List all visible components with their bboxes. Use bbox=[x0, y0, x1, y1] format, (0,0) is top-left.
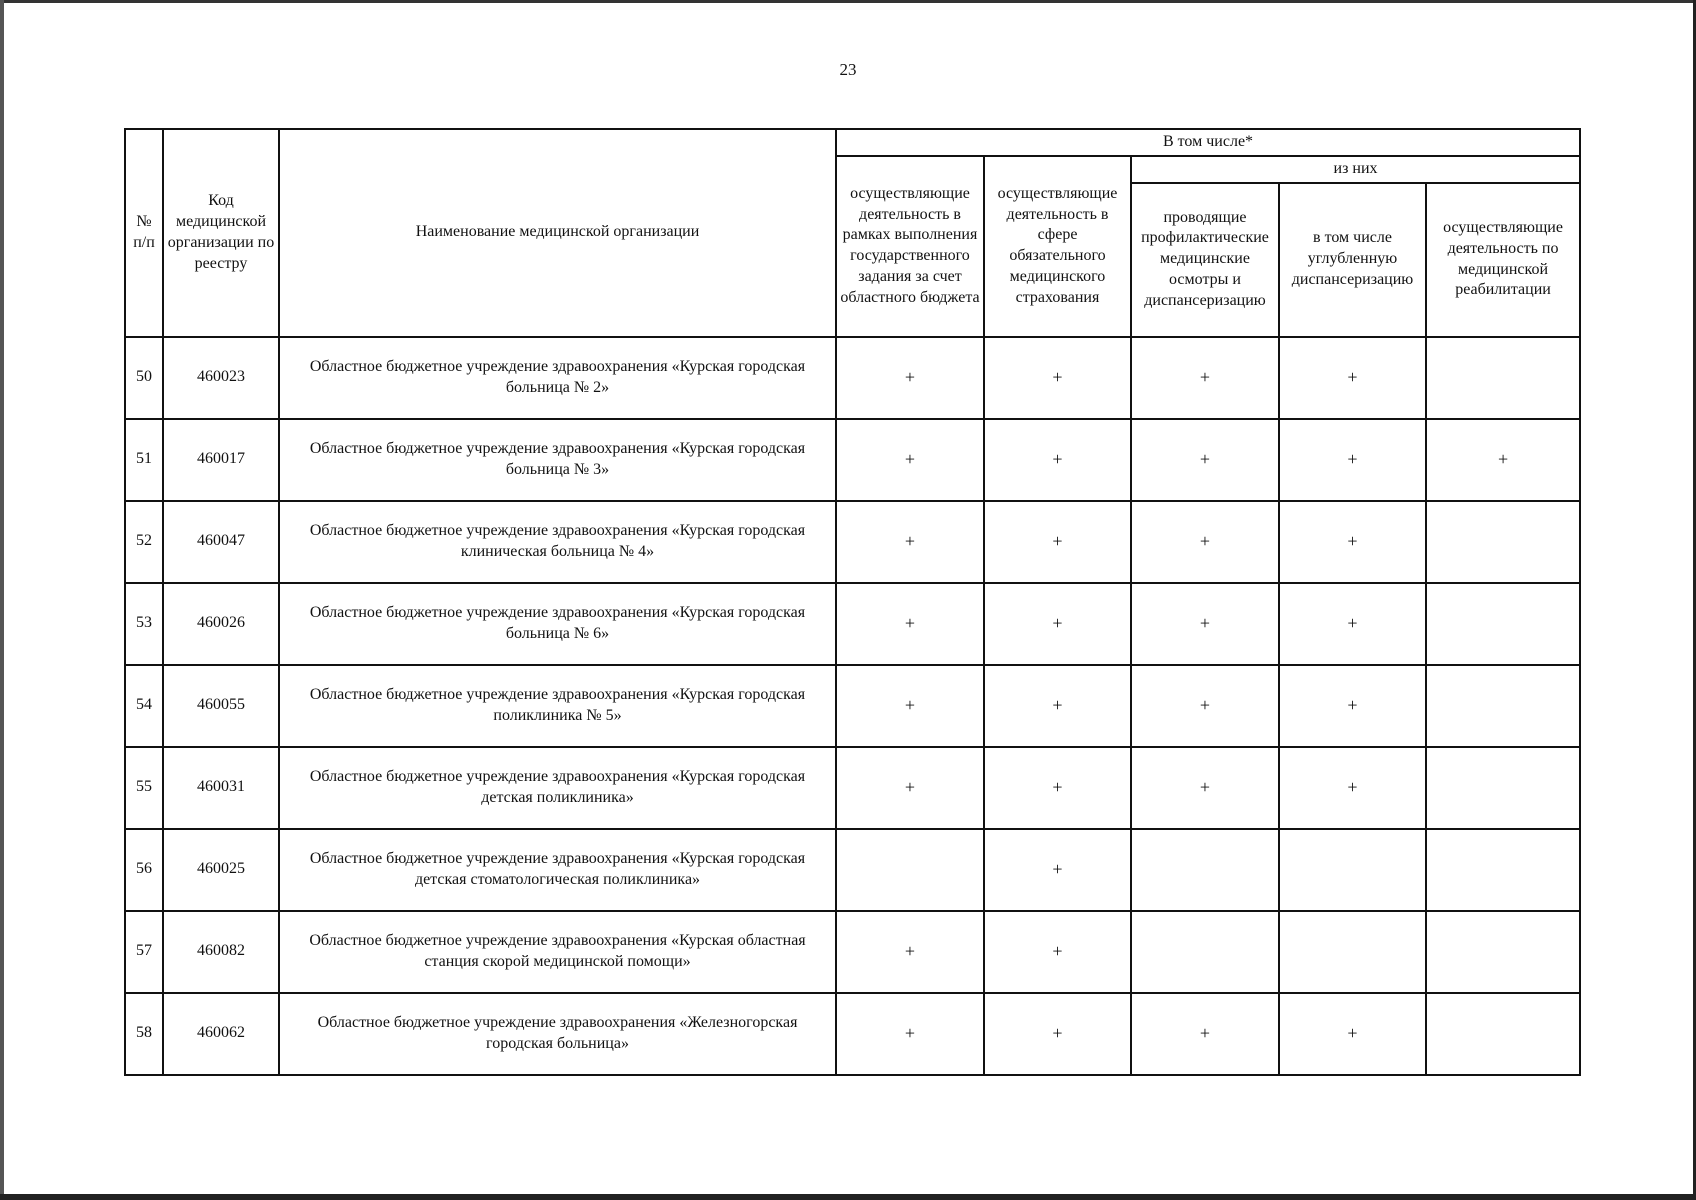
cell-rehab bbox=[1426, 911, 1580, 993]
row-num: 57 bbox=[125, 911, 163, 993]
header-name: Наименование медицинской организации bbox=[279, 129, 836, 337]
cell-rehab bbox=[1426, 829, 1580, 911]
table-row bbox=[125, 665, 1580, 747]
cell-in-depth: + bbox=[1279, 665, 1426, 747]
scan-edge-bottom bbox=[0, 1194, 1696, 1200]
row-code: 460031 bbox=[163, 747, 279, 829]
scan-edge-top bbox=[0, 0, 1696, 3]
page-number: 23 bbox=[839, 60, 857, 79]
cell-rehab bbox=[1426, 993, 1580, 1075]
header-code: Код медицинской организации по реестру bbox=[163, 129, 279, 337]
cell-state-task: + bbox=[836, 993, 984, 1075]
cell-state-task: + bbox=[836, 747, 984, 829]
cell-oms: + bbox=[984, 337, 1131, 419]
cell-preventive: + bbox=[1131, 337, 1279, 419]
row-code: 460062 bbox=[163, 993, 279, 1075]
cell-in-depth: + bbox=[1279, 993, 1426, 1075]
row-org-name: Областное бюджетное учреждение здравоохранения «Курская областная станция скорой медицинской помощи» bbox=[279, 911, 836, 993]
table-row bbox=[125, 583, 1580, 665]
row-num: 55 bbox=[125, 747, 163, 829]
scan-edge-left bbox=[0, 0, 4, 1200]
row-org-name: Областное бюджетное учреждение здравоохранения «Курская городская больница № 2» bbox=[279, 337, 836, 419]
row-org-name: Областное бюджетное учреждение здравоохранения «Железногорская городская больница» bbox=[279, 993, 836, 1075]
cell-preventive: + bbox=[1131, 419, 1279, 501]
cell-state-task: + bbox=[836, 911, 984, 993]
row-num: 56 bbox=[125, 829, 163, 911]
cell-preventive bbox=[1131, 829, 1279, 911]
table-row bbox=[125, 501, 1580, 583]
cell-oms: + bbox=[984, 747, 1131, 829]
cell-state-task: + bbox=[836, 583, 984, 665]
cell-state-task: + bbox=[836, 501, 984, 583]
table-row bbox=[125, 747, 1580, 829]
cell-preventive: + bbox=[1131, 665, 1279, 747]
row-code: 460017 bbox=[163, 419, 279, 501]
header-num: № п/п bbox=[125, 129, 163, 337]
row-org-name: Областное бюджетное учреждение здравоохранения «Курская городская поликлиника № 5» bbox=[279, 665, 836, 747]
row-org-name: Областное бюджетное учреждение здравоохранения «Курская городская детская поликлиника» bbox=[279, 747, 836, 829]
header-preventive: проводящие профилактические медицинские осмотры и диспансеризацию bbox=[1131, 183, 1279, 337]
cell-preventive: + bbox=[1131, 747, 1279, 829]
cell-rehab bbox=[1426, 583, 1580, 665]
cell-preventive: + bbox=[1131, 993, 1279, 1075]
cell-in-depth: + bbox=[1279, 583, 1426, 665]
row-code: 460023 bbox=[163, 337, 279, 419]
header-in-depth: в том числе углубленную диспансеризацию bbox=[1279, 183, 1426, 337]
cell-oms: + bbox=[984, 993, 1131, 1075]
table-row bbox=[125, 419, 1580, 501]
cell-in-depth: + bbox=[1279, 419, 1426, 501]
row-code: 460047 bbox=[163, 501, 279, 583]
header-of-them: из них bbox=[1131, 156, 1580, 183]
cell-oms: + bbox=[984, 583, 1131, 665]
cell-state-task: + bbox=[836, 419, 984, 501]
row-code: 460025 bbox=[163, 829, 279, 911]
cell-rehab bbox=[1426, 337, 1580, 419]
cell-state-task bbox=[836, 829, 984, 911]
cell-oms: + bbox=[984, 419, 1131, 501]
cell-in-depth: + bbox=[1279, 337, 1426, 419]
table-row bbox=[125, 829, 1580, 911]
table-row bbox=[125, 993, 1580, 1075]
cell-in-depth: + bbox=[1279, 747, 1426, 829]
cell-state-task: + bbox=[836, 337, 984, 419]
row-org-name: Областное бюджетное учреждение здравоохранения «Курская городская больница № 3» bbox=[279, 419, 836, 501]
cell-rehab bbox=[1426, 747, 1580, 829]
row-org-name: Областное бюджетное учреждение здравоохранения «Курская городская больница № 6» bbox=[279, 583, 836, 665]
cell-preventive bbox=[1131, 911, 1279, 993]
cell-state-task: + bbox=[836, 665, 984, 747]
row-code: 460082 bbox=[163, 911, 279, 993]
cell-preventive: + bbox=[1131, 583, 1279, 665]
row-num: 50 bbox=[125, 337, 163, 419]
registry-table bbox=[124, 128, 1581, 1076]
row-org-name: Областное бюджетное учреждение здравоохранения «Курская городская детская стоматологическая поликлиника» bbox=[279, 829, 836, 911]
table-header bbox=[125, 129, 1580, 337]
cell-oms: + bbox=[984, 911, 1131, 993]
cell-in-depth bbox=[1279, 911, 1426, 993]
cell-in-depth bbox=[1279, 829, 1426, 911]
cell-preventive: + bbox=[1131, 501, 1279, 583]
cell-rehab: + bbox=[1426, 419, 1580, 501]
row-num: 53 bbox=[125, 583, 163, 665]
cell-oms: + bbox=[984, 501, 1131, 583]
header-state-task: осуществляющие деятельность в рамках выполнения государственного задания за счет областного бюджета bbox=[836, 156, 984, 337]
row-num: 51 bbox=[125, 419, 163, 501]
row-org-name: Областное бюджетное учреждение здравоохранения «Курская городская клиническая больница № 4» bbox=[279, 501, 836, 583]
row-num: 54 bbox=[125, 665, 163, 747]
cell-oms: + bbox=[984, 665, 1131, 747]
cell-rehab bbox=[1426, 665, 1580, 747]
row-num: 52 bbox=[125, 501, 163, 583]
header-rehab: осуществляющие деятельность по медицинской реабилитации bbox=[1426, 183, 1580, 337]
header-oms: осуществляющие деятельность в сфере обязательного медицинского страхования bbox=[984, 156, 1131, 337]
table-body bbox=[125, 337, 1580, 1075]
header-including: В том числе* bbox=[836, 129, 1580, 156]
row-num: 58 bbox=[125, 993, 163, 1075]
cell-in-depth: + bbox=[1279, 501, 1426, 583]
table-row bbox=[125, 911, 1580, 993]
cell-rehab bbox=[1426, 501, 1580, 583]
row-code: 460055 bbox=[163, 665, 279, 747]
table-row bbox=[125, 337, 1580, 419]
row-code: 460026 bbox=[163, 583, 279, 665]
cell-oms: + bbox=[984, 829, 1131, 911]
